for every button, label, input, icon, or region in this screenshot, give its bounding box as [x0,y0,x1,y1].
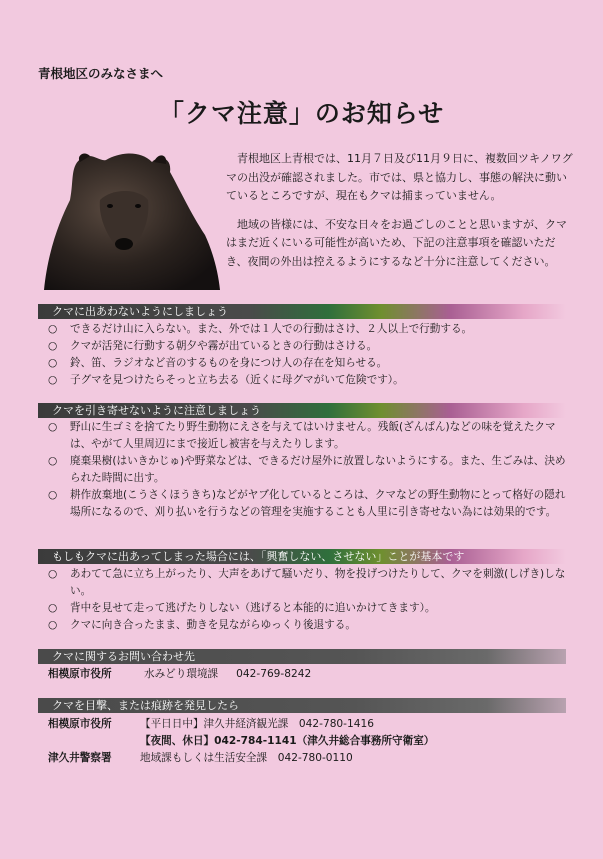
contact-org: 相模原市役所 [48,668,112,680]
contact-dept: 水みどり環境課 [144,668,219,680]
list-item: ○ あわてて急に立ち上がったり、大声をあげて騒いだり、物を投げつけたりして、クマを刺激(しげき)しない。 [48,568,566,597]
section-report-heading: クマを目撃、または痕跡を発見したら [38,698,566,713]
circle-marker: ○ [48,489,58,501]
circle-marker: ○ [48,323,58,335]
inquiry-contact [48,666,311,683]
list-item: ○ 廃棄果樹(はいきかじゅ)や野菜などは、できるだけ屋外に放置しないようにする。また、生ごみは、決められた時間に出す。 [48,455,566,484]
circle-marker: ○ [48,602,58,614]
list-item: ○ クマに向き合ったまま、動きを見ながらゆっくり後退する。 [48,617,568,634]
contact-phone: 042-769-8242 [236,668,312,680]
list-item: ○ クマが活発に行動する朝夕や霧が出ているときの行動はさける。 [48,338,568,355]
list-item: ○ 耕作放棄地(こうさくほうきち)などがヤブ化しているところは、クマなどの野生動物にとって格好の隠れ場所になるので、刈り払いを行うなどの管理を実施することも人里に引き寄せない為には効果的です。 [48,489,566,518]
circle-marker: ○ [48,340,58,352]
bear-illustration [40,140,222,292]
section-encounter-heading: もしもクマに出あってしまった場合には、「興奮しない、させない」ことが基本です [38,549,566,564]
intro-paragraph-1: 青根地区上青根では、11月７日及び11月９日に、複数回ツキノワグマの出没が確認されました。市では、県と協力し、事態の解決に動いているところですが、現在もクマは捕まっていません。 [226,152,573,202]
intro-paragraph-2: 地域の皆様には、不安な日々をお過ごしのことと思いますが、クマはまだ近くにいる可能性が高いため、下記の注意事項を確認いただき、夜間の外出は控えるようにするなど十分に注意してください。 [226,217,567,268]
section-encounter-list [48,566,568,634]
circle-marker: ○ [48,421,58,433]
contact-line: 地域課もしくは生活安全課 042-780-0110 [140,752,353,764]
list-item: ○ できるだけ山に入らない。また、外では１人での行動はさけ、２人以上で行動する。 [48,321,568,338]
report-contact-1 [48,716,374,733]
contact-line: 【夜間、休日】042-784-1141（津久井総合事務所守衛室） [140,735,435,747]
list-item: ○ 背中を見せて走って逃げたりしない（逃げると本能的に追いかけてきます）。 [48,600,568,617]
list-item: ○ 鈴、笛、ラジオなど音のするものを身につけ人の存在を知らせる。 [48,355,568,372]
list-item: ○ 子グマを見つけたらそっと立ち去る（近くに母グマがいて危険です）。 [48,372,568,389]
circle-marker: ○ [48,374,58,386]
circle-marker: ○ [48,455,58,467]
section-inquiry-heading: クマに関するお問い合わせ先 [38,649,566,664]
report-contact-3 [48,750,353,767]
greeting-heading: 青根地区のみなさまへ [38,66,164,81]
section-avoid-list [48,321,568,389]
contact-org: 相模原市役所 [48,718,112,730]
contact-org: 津久井警察署 [48,752,112,764]
list-item: ○ 野山に生ゴミを捨てたり野生動物にえさを与えてはいけません。残飯(ざんぱん)などの味を覚えたクマは、やがて人里周辺にまで接近し被害を与えたりします。 [48,421,556,450]
circle-marker: ○ [48,357,58,369]
section-attract-list [48,419,568,521]
contact-line: 【平日日中】津久井経済観光課 042-780-1416 [140,718,374,730]
intro-text [226,150,574,281]
section-avoid-heading: クマに出あわないようにしましょう [38,304,566,319]
report-contact-2 [140,733,434,750]
page-title: 「クマ注意」のお知らせ [158,99,445,128]
circle-marker: ○ [48,619,58,631]
section-attract-heading: クマを引き寄せないように注意しましょう [38,403,566,418]
circle-marker: ○ [48,568,58,580]
